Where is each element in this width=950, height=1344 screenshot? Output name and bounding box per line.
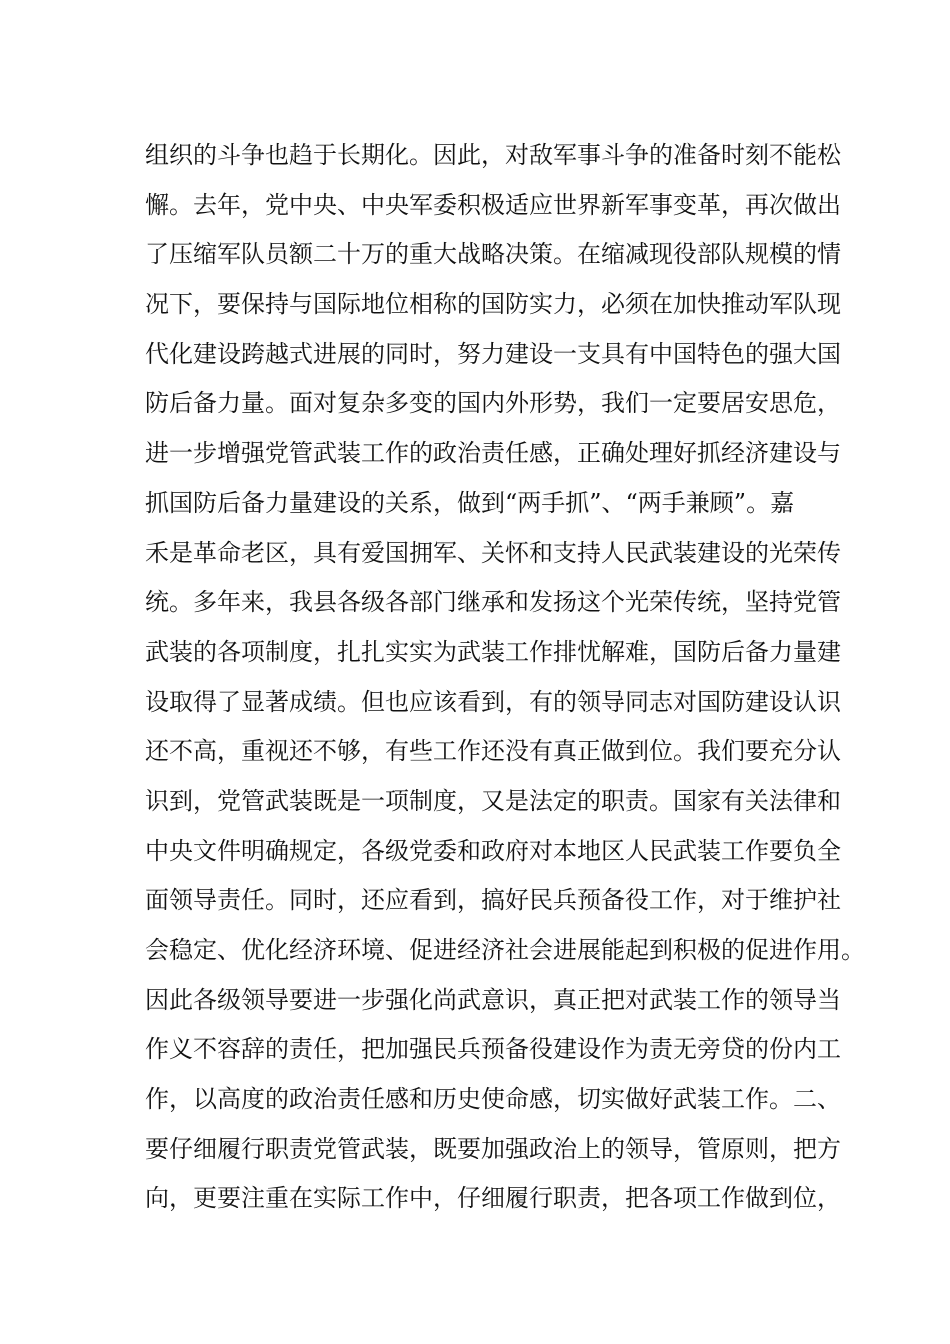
- text-line: 中央文件明确规定，各级党委和政府对本地区人民武装工作要负全: [145, 836, 841, 865]
- text-line: 向，更要注重在实际工作中，仔细履行职责，把各项工作做到位，: [145, 1184, 841, 1213]
- text-line: 识到，党管武装既是一项制度，又是法定的职责。国家有关法律和: [145, 786, 841, 815]
- text-line: 防后备力量。面对复杂多变的国内外形势，我们一定要居安思危，: [145, 389, 841, 418]
- text-line: 况下，要保持与国际地位相称的国防实力，必须在加快推动军队现: [145, 290, 841, 319]
- text-line: 还不高，重视还不够，有些工作还没有真正做到位。我们要充分认: [145, 737, 841, 766]
- text-line: 组织的斗争也趋于长期化。因此，对敌军事斗争的准备时刻不能松: [145, 141, 841, 169]
- text-line: 会稳定、优化经济环境、促进经济社会进展能起到积极的促进作用。: [145, 936, 865, 964]
- text-line: 要仔细履行职责党管武装，既要加强政治上的领导，管原则，把方: [145, 1134, 841, 1163]
- text-line: 了压缩军队员额二十万的重大战略决策。在缩减现役部队规模的情: [145, 240, 841, 269]
- text-line: 作，以高度的政治责任感和历史使命感，切实做好武装工作。二、: [145, 1085, 841, 1114]
- text-line: 作义不容辞的责任，把加强民兵预备役建设作为责无旁贷的份内工: [145, 1035, 841, 1064]
- text-line: 因此各级领导要进一步强化尚武意识，真正把对武装工作的领导当: [145, 985, 841, 1014]
- text-line: 面领导责任。同时，还应看到，搞好民兵预备役工作，对于维护社: [145, 886, 841, 915]
- text-line: 进一步增强党管武装工作的政治责任感，正确处理好抓经济建设与: [145, 439, 841, 468]
- text-line: 代化建设跨越式进展的同时，努力建设一支具有中国特色的强大国: [145, 339, 841, 368]
- text-line: 禾是革命老区，具有爱国拥军、关怀和支持人民武装建设的光荣传: [145, 538, 841, 567]
- text-line: 懈。去年，党中央、中央军委积极适应世界新军事变革，再次做出: [145, 190, 841, 219]
- text-line: 抓国防后备力量建设的关系，做到“两手抓”、“两手兼顾”。嘉: [145, 488, 795, 517]
- text-line: 统。多年来，我县各级各部门继承和发扬这个光荣传统，坚持党管: [145, 588, 841, 617]
- text-line: 武装的各项制度，扎扎实实为武装工作排忧解难，国防后备力量建: [145, 637, 841, 666]
- body-text: [145, 131, 865, 1224]
- text-line: 设取得了显著成绩。但也应该看到，有的领导同志对国防建设认识: [145, 687, 841, 716]
